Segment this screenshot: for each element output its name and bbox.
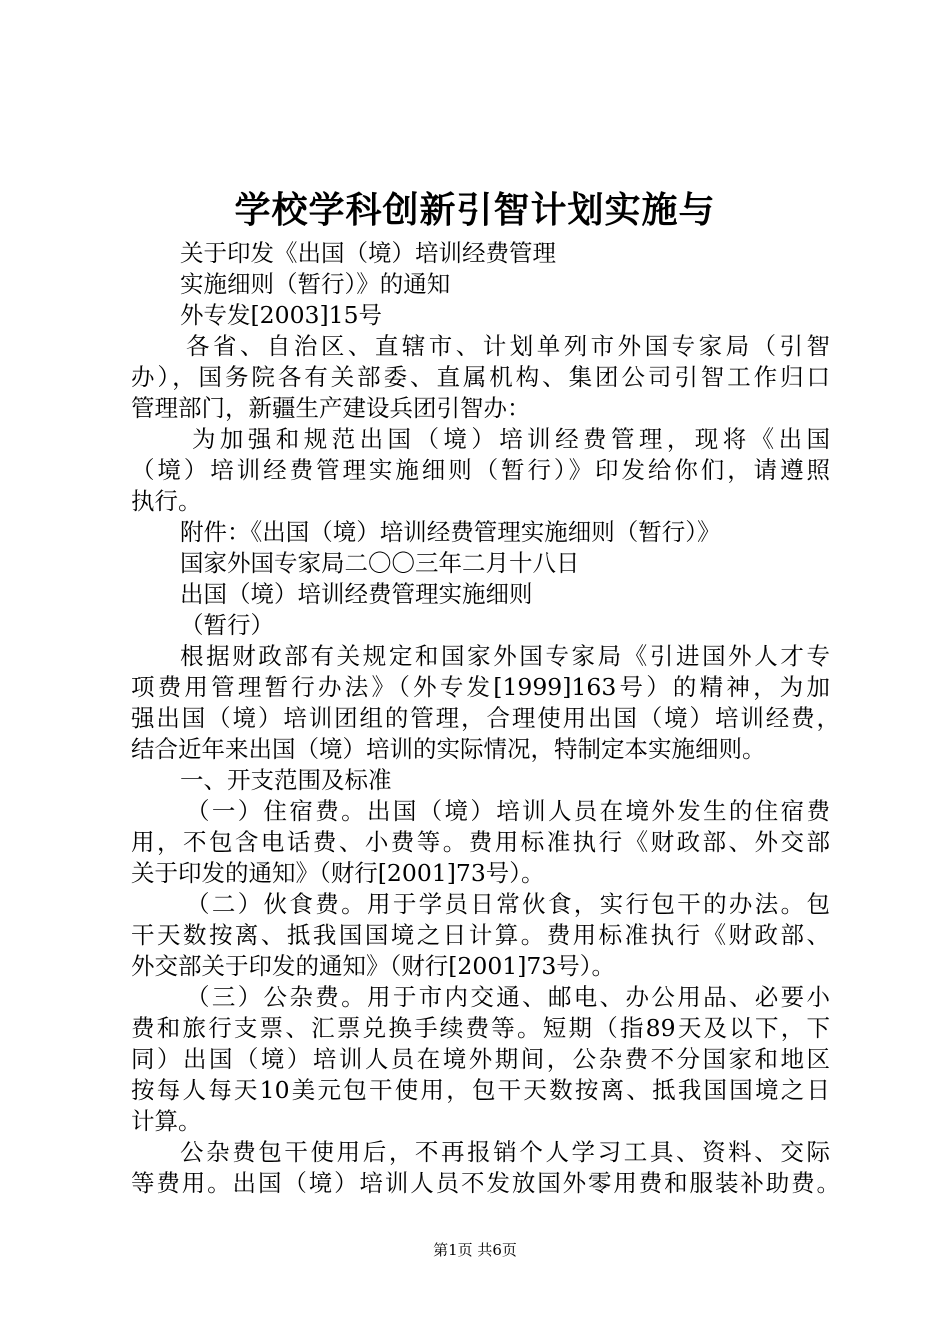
document-number: 外专发[2003]15号 (180, 301, 383, 329)
attachment-line: 附件：《出国（境）培训经费管理实施细则（暂行）》 (180, 518, 721, 546)
document-title: 学校学科创新引智计划实施与 (234, 189, 716, 231)
misc-line-2: 费和旅行支票、汇票兑换手续费等。短期（指89天及以下，下 (131, 1014, 830, 1042)
intro-line-1: 为加强和规范出国（境）培训经费管理，现将《出国 (192, 425, 830, 453)
misc-line-4: 按每人每天10美元包干使用，包干天数按离、抵我国国境之日 (131, 1076, 830, 1104)
intro-line-3: 执行。 (131, 487, 202, 515)
basis-line-3: 强出国（境）培训团组的管理，合理使用出国（境）培训经费， (131, 704, 840, 732)
misc-note-line-2: 等费用。出国（境）培训人员不发放国外零用费和服装补助费。 (131, 1169, 840, 1197)
misc-note-line-1: 公杂费包干使用后，不再报销个人学习工具、资料、交际 (180, 1138, 830, 1166)
misc-line-5: 计算。 (131, 1107, 202, 1135)
page-footer: 第1页 共6页 (433, 1241, 517, 1259)
addressee-line-3: 管理部门，新疆生产建设兵团引智办： (131, 394, 531, 422)
meals-line-3: 外交部关于印发的通知》（财行[2001]73号）。 (131, 952, 616, 980)
basis-line-2: 项费用管理暂行办法》（外专发[1999]163号）的精神，为加 (131, 673, 830, 701)
rules-title-line: 出国（境）培训经费管理实施细则 (180, 580, 533, 608)
lodging-line-1: （一）住宿费。出国（境）培训人员在境外发生的住宿费 (186, 797, 830, 825)
intro-line-2: （境）培训经费管理实施细则（暂行）》印发给你们，请遵照 (131, 456, 830, 484)
basis-line-4: 结合近年来出国（境）培训的实际情况，特制定本实施细则。 (131, 735, 766, 763)
rules-subtitle-line: （暂行） (180, 611, 274, 639)
meals-line-1: （二）伙食费。用于学员日常伙食，实行包干的办法。包 (186, 890, 830, 918)
addressee-line-1: 各省、自治区、直辖市、计划单列市外国专家局（引智 (186, 332, 830, 360)
section-heading: 一、开支范围及标准 (180, 766, 392, 794)
lodging-line-3: 关于印发的通知》（财行[2001]73号）。 (131, 859, 545, 887)
misc-line-3: 同）出国（境）培训人员在境外期间，公杂费不分国家和地区 (131, 1045, 830, 1073)
misc-line-1: （三）公杂费。用于市内交通、邮电、办公用品、必要小 (186, 983, 830, 1011)
notice-heading-line-2: 实施细则（暂行）》的通知 (180, 270, 451, 298)
notice-heading-line-1: 关于印发《出国（境）培训经费管理 (180, 239, 556, 267)
meals-line-2: 干天数按离、抵我国国境之日计算。费用标准执行《财政部、 (131, 921, 830, 949)
lodging-line-2: 用，不包含电话费、小费等。费用标准执行《财政部、外交部 (131, 828, 830, 856)
basis-line-1: 根据财政部有关规定和国家外国专家局《引进国外人才专 (180, 642, 830, 670)
addressee-line-2: 办），国务院各有关部委、直属机构、集团公司引智工作归口 (131, 363, 830, 391)
issuer-date-line: 国家外国专家局二〇〇三年二月十八日 (180, 549, 580, 577)
